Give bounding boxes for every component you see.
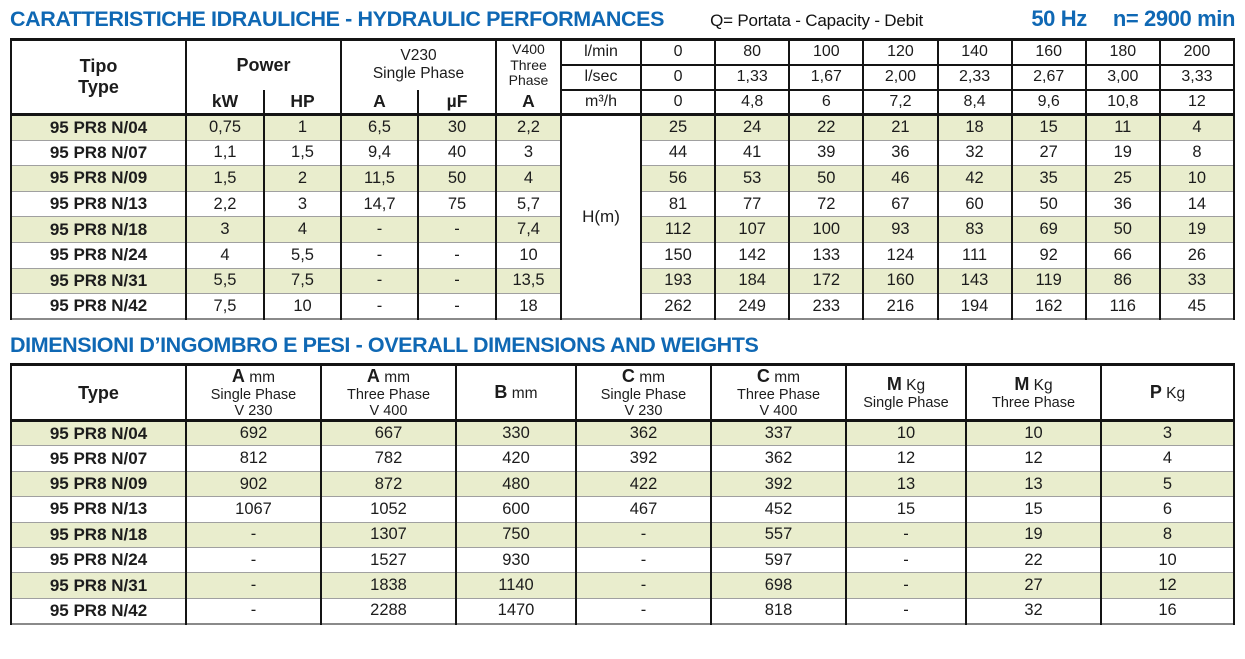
flow-value: 8,4 — [938, 90, 1012, 115]
dim-unit: Kg — [1166, 385, 1186, 403]
type-column-header — [11, 40, 186, 115]
p-value: 5 — [1101, 471, 1234, 496]
flow-value: 10,8 — [1086, 90, 1160, 115]
c-single-phase-value: 392 — [576, 446, 711, 471]
head-value: 193 — [641, 268, 715, 294]
phase-line: Single Phase — [863, 394, 949, 411]
head-value: 18 — [938, 115, 1012, 141]
b-value: 1140 — [456, 573, 576, 598]
head-value: 11 — [1086, 115, 1160, 141]
head-value: 92 — [1012, 242, 1086, 268]
m-three-phase-header — [966, 365, 1101, 421]
c-single-phase-value: - — [576, 598, 711, 623]
flow-value: 3,00 — [1086, 65, 1160, 90]
m-three-phase-value: 27 — [966, 573, 1101, 598]
voltage-line: V 400 — [369, 402, 408, 419]
flow-value: 160 — [1012, 40, 1086, 65]
head-value: 50 — [1012, 191, 1086, 217]
m-single-phase-header — [846, 365, 966, 421]
head-value: 233 — [789, 294, 863, 320]
b-value: 750 — [456, 522, 576, 547]
kw-value: 7,5 — [186, 294, 264, 320]
hp-value: 3 — [264, 191, 341, 217]
ampere-column-header: A — [341, 90, 418, 115]
kw-value: 1,1 — [186, 140, 264, 166]
dim-unit: Kg — [906, 377, 926, 395]
c-three-phase-header — [711, 365, 846, 421]
head-value: 10 — [1160, 166, 1234, 192]
voltage-line: V 230 — [624, 402, 663, 419]
flow-value: 7,2 — [863, 90, 937, 115]
head-value: 66 — [1086, 242, 1160, 268]
ampere-value: 14,7 — [341, 191, 418, 217]
head-value: 15 — [1012, 115, 1086, 141]
head-value: 194 — [938, 294, 1012, 320]
dim-letter: M — [1014, 374, 1030, 395]
frequency-value: 50 Hz — [1031, 6, 1087, 31]
head-value: 172 — [789, 268, 863, 294]
ampere-value: 9,4 — [341, 140, 418, 166]
hydraulic-performance-table — [10, 38, 1235, 320]
v230-label: V230 — [400, 47, 437, 65]
head-value: 27 — [1012, 140, 1086, 166]
dimensions-table — [10, 363, 1235, 624]
m-three-phase-value: 19 — [966, 522, 1101, 547]
v400-ampere-value: 13,5 — [496, 268, 561, 294]
dimensions-table-row — [11, 421, 1234, 446]
pump-type-label: 95 PR8 N/04 — [11, 421, 186, 446]
ampere-value: 6,5 — [341, 115, 418, 141]
a-three-phase-value: 872 — [321, 471, 456, 496]
pump-type-label: 95 PR8 N/13 — [11, 191, 186, 217]
pump-type-label: 95 PR8 N/07 — [11, 446, 186, 471]
p-value: 8 — [1101, 522, 1234, 547]
dim-unit: mm — [511, 385, 538, 403]
microfarad-value: - — [418, 217, 496, 243]
m-three-phase-value: 12 — [966, 446, 1101, 471]
head-value: 77 — [715, 191, 789, 217]
flow-value: 2,00 — [863, 65, 937, 90]
a-three-phase-value: 667 — [321, 421, 456, 446]
head-value: 111 — [938, 242, 1012, 268]
v400-ampere-value: 5,7 — [496, 191, 561, 217]
head-value: 25 — [641, 115, 715, 141]
a-single-phase-header — [186, 365, 321, 421]
dimensions-table-head — [11, 365, 1234, 421]
ampere-value: - — [341, 217, 418, 243]
head-value: 14 — [1160, 191, 1234, 217]
flow-value: 6 — [789, 90, 863, 115]
head-value: 69 — [1012, 217, 1086, 243]
head-value: 33 — [1160, 268, 1234, 294]
head-value: 133 — [789, 242, 863, 268]
c-three-phase-value: 452 — [711, 497, 846, 522]
head-value: 22 — [789, 115, 863, 141]
b-header — [456, 365, 576, 421]
dim-unit: mm — [639, 369, 666, 387]
head-value: 119 — [1012, 268, 1086, 294]
head-value: 160 — [863, 268, 937, 294]
head-value: 60 — [938, 191, 1012, 217]
flow-value: 2,67 — [1012, 65, 1086, 90]
v400-ampere-value: 3 — [496, 140, 561, 166]
b-value: 420 — [456, 446, 576, 471]
head-value: 46 — [863, 166, 937, 192]
head-value: 25 — [1086, 166, 1160, 192]
dim-unit: mm — [774, 369, 801, 387]
pump-type-label: 95 PR8 N/18 — [11, 217, 186, 243]
a-three-phase-header — [321, 365, 456, 421]
a-single-phase-value: 902 — [186, 471, 321, 496]
a-three-phase-value: 2288 — [321, 598, 456, 623]
hydraulic-table-body — [11, 115, 1234, 320]
v230-group-header — [341, 40, 496, 90]
c-three-phase-value: 597 — [711, 548, 846, 573]
dimensions-table-row — [11, 497, 1234, 522]
head-value: 21 — [863, 115, 937, 141]
b-value: 930 — [456, 548, 576, 573]
flow-value: 0 — [641, 65, 715, 90]
a-three-phase-value: 1527 — [321, 548, 456, 573]
voltage-line: V 400 — [759, 402, 798, 419]
phase-line: Single Phase — [600, 386, 687, 403]
pump-type-label: 95 PR8 N/31 — [11, 573, 186, 598]
c-single-phase-value: - — [576, 522, 711, 547]
c-single-phase-value: 467 — [576, 497, 711, 522]
c-three-phase-value: 557 — [711, 522, 846, 547]
kw-value: 3 — [186, 217, 264, 243]
c-single-phase-value: 362 — [576, 421, 711, 446]
flow-value: 140 — [938, 40, 1012, 65]
flow-value: 180 — [1086, 40, 1160, 65]
head-value: 36 — [1086, 191, 1160, 217]
head-value: 262 — [641, 294, 715, 320]
dimensions-table-row — [11, 598, 1234, 623]
pump-type-label: 95 PR8 N/09 — [11, 166, 186, 192]
power-group-header: Power — [186, 40, 341, 90]
head-value: 19 — [1086, 140, 1160, 166]
head-value: 249 — [715, 294, 789, 320]
microfarad-value: 40 — [418, 140, 496, 166]
m-single-phase-value: 15 — [846, 497, 966, 522]
type-header-en: Type — [78, 77, 119, 97]
hp-value: 10 — [264, 294, 341, 320]
microfarad-value: - — [418, 268, 496, 294]
pump-type-label: 95 PR8 N/31 — [11, 268, 186, 294]
pump-type-label: 95 PR8 N/04 — [11, 115, 186, 141]
hydraulic-title-bar — [10, 6, 1235, 36]
type-column-header — [11, 365, 186, 421]
v400-ampere-value: 10 — [496, 242, 561, 268]
p-value: 6 — [1101, 497, 1234, 522]
a-single-phase-value: 692 — [186, 421, 321, 446]
hp-value: 1 — [264, 115, 341, 141]
kw-value: 1,5 — [186, 166, 264, 192]
dimensions-table-row — [11, 522, 1234, 547]
v400-ampere-column-header: A — [496, 90, 561, 115]
head-value: 44 — [641, 140, 715, 166]
head-value: 50 — [789, 166, 863, 192]
flow-value: 100 — [789, 40, 863, 65]
head-value: 45 — [1160, 294, 1234, 320]
a-single-phase-value: 812 — [186, 446, 321, 471]
head-value: 67 — [863, 191, 937, 217]
head-value: 93 — [863, 217, 937, 243]
b-value: 1470 — [456, 598, 576, 623]
head-value: 24 — [715, 115, 789, 141]
p-header — [1101, 365, 1234, 421]
flow-unit-lsec: l/sec — [561, 65, 641, 90]
flow-value: 0 — [641, 90, 715, 115]
m-three-phase-value: 10 — [966, 421, 1101, 446]
microfarad-value: 75 — [418, 191, 496, 217]
flow-value: 2,33 — [938, 65, 1012, 90]
a-single-phase-value: 1067 — [186, 497, 321, 522]
v400-ampere-value: 18 — [496, 294, 561, 320]
phase-line: Three Phase — [346, 386, 431, 403]
v400-ampere-value: 7,4 — [496, 217, 561, 243]
head-value: 42 — [938, 166, 1012, 192]
a-single-phase-value: - — [186, 522, 321, 547]
m-single-phase-value: 13 — [846, 471, 966, 496]
pump-type-label: 95 PR8 N/13 — [11, 497, 186, 522]
v400-ampere-value: 4 — [496, 166, 561, 192]
hp-value: 4 — [264, 217, 341, 243]
flow-value: 3,33 — [1160, 65, 1234, 90]
m-three-phase-value: 15 — [966, 497, 1101, 522]
flow-unit-lmin: l/min — [561, 40, 641, 65]
head-value: 41 — [715, 140, 789, 166]
dim-unit: Kg — [1033, 377, 1053, 395]
dim-letter: C — [756, 366, 770, 387]
dim-unit: mm — [249, 369, 276, 387]
dim-letter: A — [366, 366, 380, 387]
phase-line: Three Phase — [736, 386, 821, 403]
head-value: 50 — [1086, 217, 1160, 243]
head-value: 124 — [863, 242, 937, 268]
a-single-phase-value: - — [186, 573, 321, 598]
p-value: 12 — [1101, 573, 1234, 598]
dim-letter: A — [231, 366, 245, 387]
head-value: 107 — [715, 217, 789, 243]
m-single-phase-value: - — [846, 522, 966, 547]
flow-value: 0 — [641, 40, 715, 65]
phase-line: Single Phase — [210, 386, 297, 403]
b-value: 600 — [456, 497, 576, 522]
capacity-legend: Q= Portata - Capacity - Debit — [710, 11, 923, 30]
flow-value: 120 — [863, 40, 937, 65]
pump-type-label: 95 PR8 N/42 — [11, 598, 186, 623]
dim-letter: C — [621, 366, 635, 387]
microfarad-value: 30 — [418, 115, 496, 141]
kw-value: 5,5 — [186, 268, 264, 294]
ampere-value: 11,5 — [341, 166, 418, 192]
flow-value: 9,6 — [1012, 90, 1086, 115]
microfarad-column-header: µF — [418, 90, 496, 115]
v400-label: V400 — [512, 41, 545, 58]
flow-value: 80 — [715, 40, 789, 65]
head-value: 142 — [715, 242, 789, 268]
head-value: 36 — [863, 140, 937, 166]
a-three-phase-value: 782 — [321, 446, 456, 471]
head-value: 112 — [641, 217, 715, 243]
ampere-value: - — [341, 268, 418, 294]
m-single-phase-value: 12 — [846, 446, 966, 471]
head-value: 53 — [715, 166, 789, 192]
type-header-it: Tipo — [79, 56, 118, 77]
flow-value: 200 — [1160, 40, 1234, 65]
pump-type-label: 95 PR8 N/24 — [11, 242, 186, 268]
m-single-phase-value: - — [846, 598, 966, 623]
frequency-speed-group — [1031, 6, 1235, 32]
phase-label: Phase — [508, 71, 549, 88]
dim-letter: M — [886, 374, 902, 395]
kw-value: 4 — [186, 242, 264, 268]
ampere-value: - — [341, 294, 418, 320]
c-three-phase-value: 337 — [711, 421, 846, 446]
dim-letter: P — [1149, 382, 1162, 403]
head-value: 216 — [863, 294, 937, 320]
flow-unit-m3h: m³/h — [561, 90, 641, 115]
microfarad-value: - — [418, 294, 496, 320]
m-three-phase-value: 32 — [966, 598, 1101, 623]
c-three-phase-value: 698 — [711, 573, 846, 598]
speed-value: n= 2900 min — [1112, 6, 1235, 31]
head-value: 26 — [1160, 242, 1234, 268]
head-value: 100 — [789, 217, 863, 243]
flow-value: 1,67 — [789, 65, 863, 90]
kw-value: 0,75 — [186, 115, 264, 141]
b-value: 330 — [456, 421, 576, 446]
flow-value: 12 — [1160, 90, 1234, 115]
m-single-phase-value: 10 — [846, 421, 966, 446]
c-three-phase-value: 392 — [711, 471, 846, 496]
head-value: 81 — [641, 191, 715, 217]
head-value: 35 — [1012, 166, 1086, 192]
hydraulic-section-title: CARATTERISTICHE IDRAULICHE - HYDRAULIC PERFORMANCES — [10, 7, 665, 31]
hydraulic-table-row — [11, 115, 1234, 141]
dim-letter: B — [494, 382, 508, 403]
head-value: 143 — [938, 268, 1012, 294]
hp-column-header: HP — [264, 90, 341, 115]
p-value: 4 — [1101, 446, 1234, 471]
hp-value: 2 — [264, 166, 341, 192]
flow-value: 4,8 — [715, 90, 789, 115]
head-value: 86 — [1086, 268, 1160, 294]
hydraulic-table-head — [11, 40, 1234, 115]
c-single-phase-header — [576, 365, 711, 421]
microfarad-value: - — [418, 242, 496, 268]
pump-type-label: 95 PR8 N/42 — [11, 294, 186, 320]
c-single-phase-value: 422 — [576, 471, 711, 496]
head-value: 39 — [789, 140, 863, 166]
head-value: 83 — [938, 217, 1012, 243]
a-three-phase-value: 1052 — [321, 497, 456, 522]
three-label: Three — [510, 56, 547, 73]
hp-value: 5,5 — [264, 242, 341, 268]
head-meters-label: H(m) — [561, 115, 641, 320]
head-value: 116 — [1086, 294, 1160, 320]
p-value: 3 — [1101, 421, 1234, 446]
a-three-phase-value: 1307 — [321, 522, 456, 547]
p-value: 16 — [1101, 598, 1234, 623]
c-single-phase-value: - — [576, 548, 711, 573]
dimensions-table-row — [11, 446, 1234, 471]
v400-group-header — [496, 40, 561, 90]
head-value: 72 — [789, 191, 863, 217]
head-value: 184 — [715, 268, 789, 294]
m-single-phase-value: - — [846, 573, 966, 598]
flow-value: 1,33 — [715, 65, 789, 90]
b-value: 480 — [456, 471, 576, 496]
type-header-label: Type — [78, 382, 119, 403]
dimensions-table-row — [11, 573, 1234, 598]
m-three-phase-value: 22 — [966, 548, 1101, 573]
c-single-phase-value: - — [576, 573, 711, 598]
kw-column-header: kW — [186, 90, 264, 115]
ampere-value: - — [341, 242, 418, 268]
kw-value: 2,2 — [186, 191, 264, 217]
voltage-line: V 230 — [234, 402, 273, 419]
hp-value: 7,5 — [264, 268, 341, 294]
m-single-phase-value: - — [846, 548, 966, 573]
head-value: 32 — [938, 140, 1012, 166]
a-three-phase-value: 1838 — [321, 573, 456, 598]
head-value: 162 — [1012, 294, 1086, 320]
single-phase-label: Single Phase — [372, 65, 465, 83]
phase-line: Three Phase — [991, 394, 1076, 411]
head-value: 56 — [641, 166, 715, 192]
dimensions-table-body — [11, 421, 1234, 624]
head-value: 8 — [1160, 140, 1234, 166]
pump-type-label: 95 PR8 N/24 — [11, 548, 186, 573]
dimensions-table-row — [11, 548, 1234, 573]
microfarad-value: 50 — [418, 166, 496, 192]
a-single-phase-value: - — [186, 548, 321, 573]
c-three-phase-value: 818 — [711, 598, 846, 623]
dimensions-table-row — [11, 471, 1234, 496]
v400-ampere-value: 2,2 — [496, 115, 561, 141]
hp-value: 1,5 — [264, 140, 341, 166]
head-value: 19 — [1160, 217, 1234, 243]
pump-type-label: 95 PR8 N/07 — [11, 140, 186, 166]
head-value: 4 — [1160, 115, 1234, 141]
pump-type-label: 95 PR8 N/18 — [11, 522, 186, 547]
head-value: 150 — [641, 242, 715, 268]
m-three-phase-value: 13 — [966, 471, 1101, 496]
a-single-phase-value: - — [186, 598, 321, 623]
dimensions-section-title: DIMENSIONI D’INGOMBRO E PESI - OVERALL DIMENSIONS AND WEIGHTS — [10, 333, 759, 358]
dim-unit: mm — [384, 369, 411, 387]
c-three-phase-value: 362 — [711, 446, 846, 471]
pump-type-label: 95 PR8 N/09 — [11, 471, 186, 496]
p-value: 10 — [1101, 548, 1234, 573]
